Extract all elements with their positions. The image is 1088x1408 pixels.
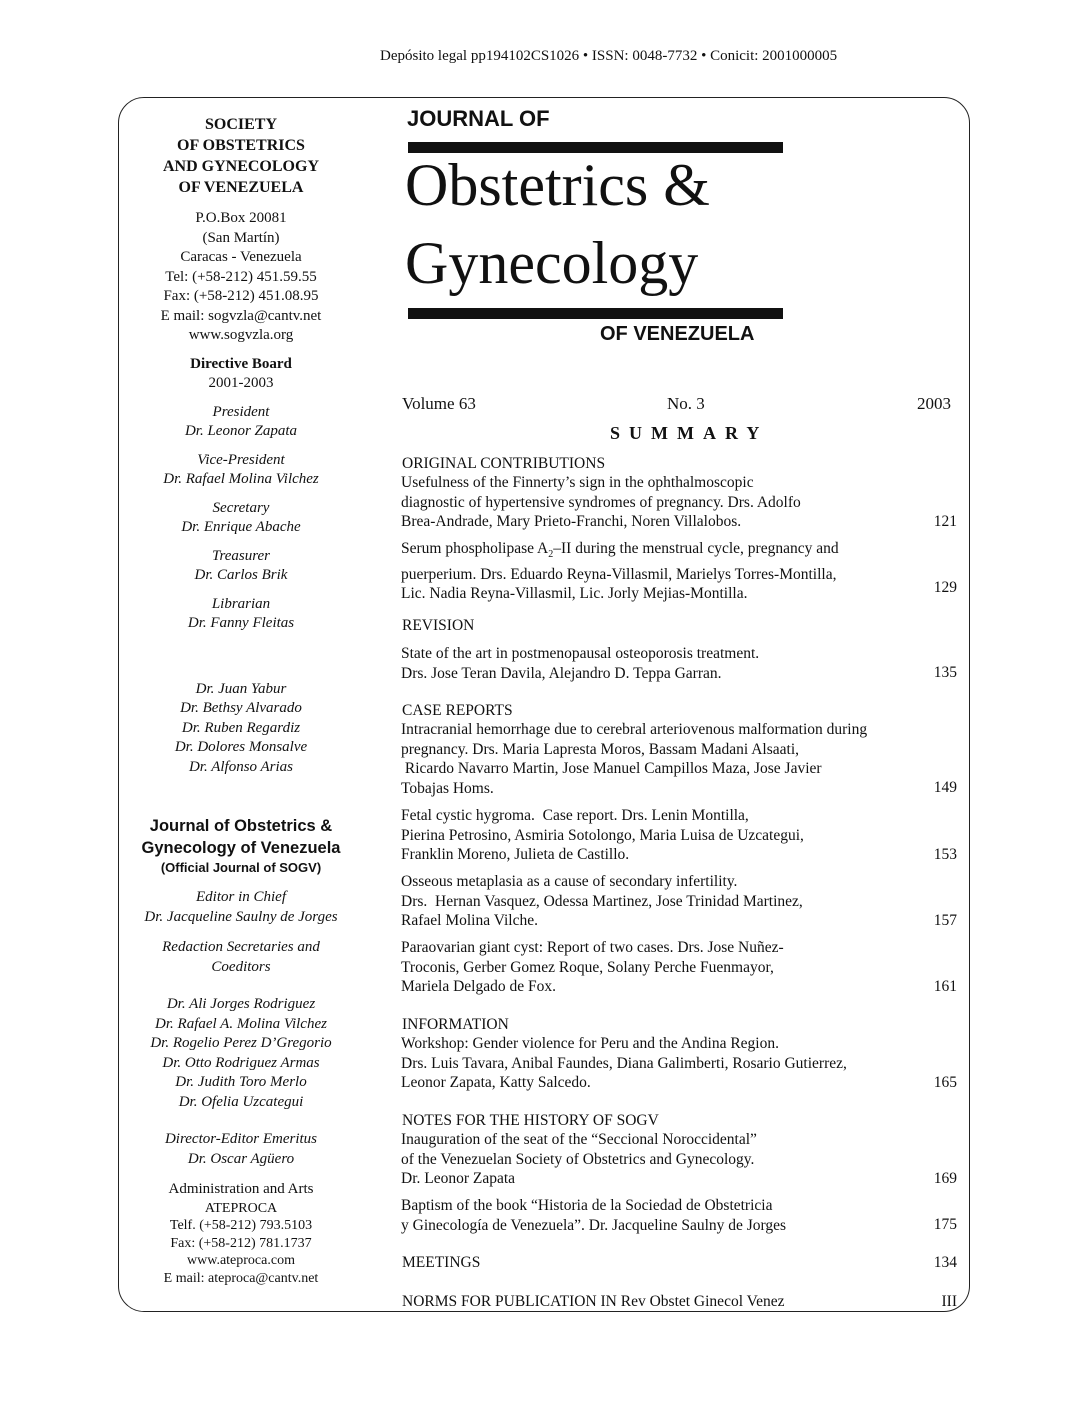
entry-line: Lic. Nadia Reyna-Villasmil, Lic. Jorly Mejias-Montilla. — [401, 585, 748, 603]
officer-name: Dr. Enrique Abache — [181, 519, 301, 535]
coeditor-name: Dr. Judith Toro Merlo — [175, 1074, 307, 1090]
section-information: INFORMATION — [402, 1016, 509, 1033]
section-norms[interactable]: NORMS FOR PUBLICATION IN Rev Obstet Ginecol Venez — [402, 1293, 785, 1310]
entry-text: Serum phospholipase A — [401, 540, 549, 557]
redaction-title — [122, 938, 360, 977]
entry-line: Osseous metaplasia as a cause of secondary infertility. — [401, 873, 738, 890]
coeditor-name: Dr. Rogelio Perez D’Gregorio — [150, 1035, 332, 1051]
toc-entry[interactable] — [401, 1034, 941, 1093]
officer-role: President — [212, 403, 270, 420]
officer-name: Dr. Rafael Molina Vilchez — [163, 471, 319, 487]
page-number: III — [941, 1293, 957, 1310]
officer-role: Secretary — [212, 499, 270, 516]
admin-line: ATEPROCA — [204, 1200, 278, 1216]
toc-entry[interactable] — [401, 806, 941, 865]
emeritus — [122, 1130, 360, 1169]
address-line: P.O.Box 20081 — [195, 210, 287, 226]
official-journal-note: (Official Journal of SOGV) — [160, 860, 322, 875]
entry-line: Ricardo Navarro Martin, Jose Manuel Campillos Maza, Jose Javier — [401, 760, 822, 777]
board-member: Dr. Alfonso Arias — [188, 758, 294, 775]
society-name-line: OF OBSTETRICS — [177, 137, 305, 154]
section-revision: REVISION — [402, 617, 475, 634]
issue-number: No. 3 — [667, 394, 705, 413]
entry-line: State of the art in postmenopausal osteoporosis treatment. — [401, 645, 760, 662]
officer-role: Vice-President — [197, 451, 285, 468]
masthead-title-line-2: Gynecology — [405, 230, 699, 296]
legal-deposit-line: Depósito legal pp194102CS1026 • ISSN: 0048-7732 • Conicit: 2001000005 — [380, 48, 838, 64]
entry-line: Drs. Jose Teran Davila, Alejandro D. Teppa Garran. — [401, 664, 722, 682]
entry-line — [401, 539, 941, 565]
entry-line: puerperium. Drs. Eduardo Reyna-Villasmil, Marielys Torres-Montilla, — [401, 565, 837, 583]
entry-line: of the Venezuelan Society of Obstetrics and Gynecology. — [401, 1150, 755, 1168]
emeritus-role: Director-Editor Emeritus — [164, 1131, 318, 1147]
address-line: Caracas - Venezuela — [180, 249, 302, 265]
officer-president — [122, 403, 360, 442]
journal-name-line: Gynecology of Venezuela — [141, 839, 341, 857]
page-number: 129 — [933, 579, 957, 596]
journal-name-line: Journal of Obstetrics & — [149, 817, 333, 835]
issue-year: 2003 — [917, 394, 951, 413]
board-member: Dr. Bethsy Alvarado — [180, 700, 302, 716]
entry-line: Inauguration of the seat of the “Seccional Noroccidental” — [401, 1131, 757, 1148]
society-name-line: AND GYNECOLOGY — [162, 158, 319, 175]
board-member: Dr. Ruben Regardiz — [181, 719, 301, 736]
board-title: Directive Board — [190, 355, 292, 372]
coeditor-name: Dr. Ali Jorges Rodriguez — [166, 996, 316, 1012]
summary-heading: SUMMARY — [610, 423, 769, 443]
redaction-names — [122, 995, 360, 1112]
entry-line: pregnancy. Drs. Maria Lapresta Moros, Bassam Madani Alsaati, — [401, 740, 800, 758]
left-column — [122, 114, 360, 1287]
officer-secretary — [122, 499, 360, 538]
officer-role: Librarian — [211, 595, 271, 612]
emeritus-name: Dr. Oscar Agüero — [187, 1150, 295, 1167]
toc-entry[interactable] — [401, 872, 941, 931]
board-members — [122, 680, 360, 778]
page-number: 157 — [933, 912, 957, 929]
coeditor-name: Dr. Ofelia Uzcategui — [178, 1093, 304, 1110]
admin-line: Telf. (+58-212) 793.5103 — [169, 1218, 313, 1233]
editor-name: Dr. Jacqueline Saulny de Jorges — [144, 908, 338, 925]
entry-line: Baptism of the book “Historia de la Sociedad de Obstetricia — [401, 1197, 773, 1214]
officer-librarian — [122, 595, 360, 634]
society-name-line: SOCIETY — [204, 116, 278, 133]
entry-line: Intracranial hemorrhage due to cerebral arteriovenous malformation during — [401, 721, 868, 738]
coeditor-name: Dr. Otto Rodriguez Armas — [162, 1054, 320, 1071]
society-name — [122, 114, 360, 198]
entry-line: Dr. Leonor Zapata — [401, 1170, 516, 1187]
officer-vice-president — [122, 451, 360, 490]
page-number: 175 — [933, 1216, 957, 1233]
toc-entry[interactable] — [401, 644, 941, 683]
society-address — [122, 209, 360, 346]
page-number: 135 — [933, 664, 957, 681]
entry-line: Brea-Andrade, Mary Prieto-Franchi, Noren Villalobos. — [401, 513, 742, 530]
entry-line: Workshop: Gender violence for Peru and the Andina Region. — [401, 1035, 779, 1052]
entry-line: Franklin Moreno, Julieta de Castillo. — [401, 846, 630, 863]
admin-email-link[interactable]: E mail: ateproca@cantv.net — [163, 1270, 319, 1286]
entry-line: y Ginecología de Venezuela”. Dr. Jacqueline Saulny de Jorges — [401, 1216, 787, 1234]
entry-line: Paraovarian giant cyst: Report of two cases. Drs. Jose Nuñez- — [401, 939, 784, 956]
journal-name-left — [122, 815, 360, 859]
masthead-title-line-1: Obstetrics & — [405, 152, 710, 218]
page-number: 121 — [933, 513, 957, 530]
page-number: 165 — [933, 1074, 957, 1091]
email-link[interactable]: E mail: sogvzla@cantv.net — [160, 307, 322, 324]
address-line: Tel: (+58-212) 451.59.55 — [165, 268, 317, 285]
page-number: 169 — [933, 1170, 957, 1187]
officer-treasurer — [122, 547, 360, 586]
masthead-of-venezuela: OF VENEZUELA — [600, 323, 755, 345]
entry-line: diagnostic of hypertensive syndromes of pregnancy. Drs. Adolfo — [401, 493, 801, 511]
redaction-title-line: Redaction Secretaries and — [162, 939, 320, 955]
admin-website-link[interactable]: www.ateproca.com — [187, 1253, 295, 1268]
address-line: (San Martín) — [202, 229, 280, 246]
section-original-contributions: ORIGINAL CONTRIBUTIONS — [402, 455, 606, 472]
page-number: 153 — [933, 846, 957, 863]
website-link[interactable]: www.sogvzla.org — [188, 327, 294, 343]
toc-entry[interactable] — [401, 473, 941, 532]
section-history: NOTES FOR THE HISTORY OF SOGV — [402, 1112, 659, 1129]
officer-name: Dr. Carlos Brik — [194, 567, 288, 583]
entry-line: Drs. Hernan Vasquez, Odessa Martinez, Jose Trinidad Martinez, — [401, 892, 803, 910]
page-number: 134 — [933, 1254, 957, 1271]
redaction-title-line: Coeditors — [211, 958, 271, 975]
toc-entry[interactable] — [401, 539, 941, 604]
page-number: 161 — [933, 978, 957, 995]
admin-info — [122, 1200, 360, 1288]
masthead-journal-of: JOURNAL OF — [407, 106, 550, 131]
section-case-reports: CASE REPORTS — [402, 702, 513, 719]
entry-line: Leonor Zapata, Katty Salcedo. — [401, 1074, 591, 1091]
editor-in-chief — [122, 888, 360, 927]
toc-entry[interactable] — [401, 1130, 941, 1189]
entry-line: Tobajas Homs. — [401, 779, 494, 797]
masthead-bottom-bar — [408, 308, 783, 319]
board-member: Dr. Juan Yabur — [195, 680, 287, 697]
toc-entry[interactable] — [401, 938, 941, 997]
admin-line: Fax: (+58-212) 781.1737 — [170, 1235, 312, 1251]
entry-line: Fetal cystic hygroma. Case report. Drs. Lenin Montilla, — [401, 807, 749, 824]
section-meetings[interactable]: MEETINGS — [402, 1254, 481, 1271]
toc-entry[interactable] — [401, 1196, 941, 1235]
officer-role: Treasurer — [211, 547, 271, 564]
entry-text: –II during the menstrual cycle, pregnancy and — [553, 540, 839, 557]
issue-volume: Volume 63 — [402, 394, 476, 413]
page-number: 149 — [933, 779, 957, 796]
entry-line: Rafael Molina Vilche. — [401, 912, 538, 929]
entry-line: Drs. Luis Tavara, Anibal Faundes, Diana Galimberti, Rosario Gutierrez, — [401, 1054, 847, 1072]
officer-name: Dr. Leonor Zapata — [184, 423, 298, 439]
board-years: 2001-2003 — [208, 375, 274, 391]
admin-title: Administration and Arts — [168, 1181, 314, 1197]
coeditor-name: Dr. Rafael A. Molina Vilchez — [155, 1015, 327, 1032]
entry-line: Troconis, Gerber Gomez Roque, Solany Perche Fuenmayor, — [401, 958, 774, 976]
address-line: Fax: (+58-212) 451.08.95 — [163, 288, 319, 304]
board-member: Dr. Dolores Monsalve — [174, 739, 308, 755]
editor-role: Editor in Chief — [196, 889, 286, 905]
toc-entry[interactable] — [401, 720, 941, 798]
society-name-line: OF VENEZUELA — [178, 179, 304, 196]
entry-line: Usefulness of the Finnerty’s sign in the ophthalmoscopic — [401, 474, 754, 491]
subscript: 2 — [548, 549, 554, 561]
entry-line: Mariela Delgado de Fox. — [401, 978, 556, 995]
entry-line: Pierina Petrosino, Asmiria Sotolongo, Maria Luisa de Uzcategui, — [401, 826, 804, 844]
officer-name: Dr. Fanny Fleitas — [187, 615, 295, 631]
